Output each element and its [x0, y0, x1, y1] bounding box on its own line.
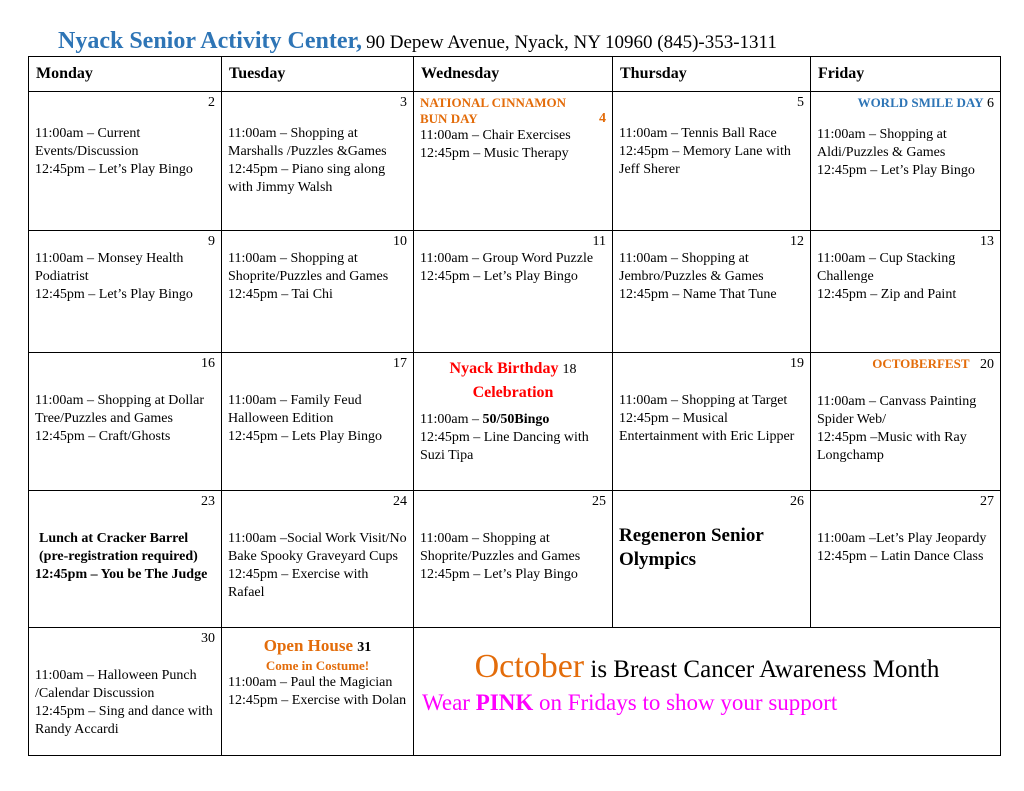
- special-day-line: [420, 95, 606, 127]
- event-afternoon: 12:45pm – Let’s Play Bingo: [420, 567, 578, 582]
- special-day-label-2: Celebration: [472, 384, 554, 401]
- event-morning: 11:00am – Group Word Puzzle: [420, 251, 594, 266]
- event-afternoon: 12:45pm – Music Therapy: [420, 146, 569, 161]
- event-afternoon: 12:45pm – Let’s Play Bingo: [420, 269, 578, 284]
- event-morning: 11:00am – Cup Stacking Challenge: [817, 251, 956, 284]
- event-morning: 11:00am – Paul the Magician: [228, 675, 393, 690]
- week-row: [29, 628, 1001, 756]
- event-afternoon: 12:45pm – Memory Lane with Jeff Sherer: [619, 144, 791, 177]
- awareness-line-2: [422, 689, 992, 717]
- day-number: 6: [987, 96, 994, 111]
- event-afternoon: 12:45pm – Latin Dance Class: [817, 549, 984, 564]
- day-number: 20: [980, 357, 994, 372]
- event-afternoon: 12:45pm – Craft/Ghosts: [35, 429, 171, 444]
- event-afternoon: 12:45pm – Tai Chi: [228, 287, 333, 302]
- day-cell: [414, 231, 613, 353]
- day-cell: [29, 92, 222, 231]
- day-number: 5: [797, 95, 804, 110]
- event-afternoon: 12:45pm –Music with Ray Longchamp: [817, 430, 967, 463]
- event-afternoon: 12:45pm – Let’s Play Bingo: [35, 162, 193, 177]
- event-morning: 11:00am – Shopping at Shoprite/Puzzles and Games: [420, 531, 581, 564]
- calendar-header: [58, 28, 777, 55]
- day-number: 27: [980, 494, 994, 509]
- event-morning: [420, 411, 606, 429]
- event-morning: 11:00am –Social Work Visit/No Bake Spooky Graveyard Cups: [228, 531, 407, 564]
- awareness-month: October: [474, 648, 585, 685]
- day-cell: [222, 92, 414, 231]
- day-number: 19: [790, 356, 804, 371]
- day-number: 9: [208, 234, 215, 249]
- fridays-text: on Fridays to show your support: [538, 690, 838, 715]
- event-afternoon: 12:45pm – Zip and Paint: [817, 287, 957, 302]
- week-row: [29, 353, 1001, 491]
- day-number: 11: [592, 234, 606, 249]
- event-morning: 11:00am – Monsey Health Podiatrist: [35, 251, 184, 284]
- day-header-tuesday: Tuesday: [222, 57, 414, 92]
- day-number: 3: [400, 95, 407, 110]
- event-afternoon: 12:45pm – Line Dancing with Suzi Tipa: [420, 430, 589, 463]
- day-cell: [613, 231, 811, 353]
- day-cell: [222, 491, 414, 628]
- day-cell: [811, 92, 1001, 231]
- day-cell: [29, 628, 222, 756]
- day-cell: [613, 92, 811, 231]
- event-morning: 11:00am – Tennis Ball Race: [619, 126, 777, 141]
- day-cell: [222, 353, 414, 491]
- awareness-cell: [414, 628, 1001, 756]
- costume-note: Come in Costume!: [265, 658, 370, 673]
- event-morning: 11:00am – Current Events/Discussion: [35, 126, 141, 159]
- event-afternoon: 12:45pm – Piano sing along with Jimmy Walsh: [228, 162, 386, 195]
- day-number: 30: [201, 631, 215, 646]
- day-cell: [811, 231, 1001, 353]
- event-afternoon: 12:45pm – Name That Tune: [619, 287, 777, 302]
- awareness-line-1: [422, 648, 992, 685]
- day-cell: [222, 231, 414, 353]
- awareness-text: is Breast Cancer Awareness Month: [590, 656, 940, 683]
- day-cell: [811, 353, 1001, 491]
- day-cell: [613, 353, 811, 491]
- special-day-label: Open House: [263, 636, 354, 655]
- special-day-label: OCTOBERFEST: [872, 356, 970, 371]
- day-cell: [222, 628, 414, 756]
- event-title: 50/50Bingo: [482, 412, 550, 427]
- day-header-monday: Monday: [29, 57, 222, 92]
- day-cell: [29, 491, 222, 628]
- day-header-thursday: Thursday: [613, 57, 811, 92]
- event-afternoon: 12:45pm – Sing and dance with Randy Accardi: [35, 704, 213, 737]
- day-header-wednesday: Wednesday: [414, 57, 613, 92]
- week-row: [29, 231, 1001, 353]
- day-number: 26: [790, 494, 804, 509]
- day-cell: [414, 353, 613, 491]
- week-row: [29, 491, 1001, 628]
- event-morning: 11:00am – Shopping at Shoprite/Puzzles and Games: [228, 251, 389, 284]
- special-day-line: [228, 636, 407, 658]
- day-cell: [414, 491, 613, 628]
- day-number: 10: [393, 234, 407, 249]
- center-name: Nyack Senior Activity Center,: [58, 28, 362, 54]
- event-afternoon: 12:45pm – Let’s Play Bingo: [817, 163, 975, 178]
- wear-text: Wear: [422, 690, 470, 715]
- special-day-label: NATIONAL CINNAMON BUN DAY: [420, 95, 567, 126]
- center-address: 90 Depew Avenue, Nyack, NY 10960 (845)-353-1311: [365, 32, 777, 53]
- day-number: 24: [393, 494, 407, 509]
- event-morning: 11:00am – Shopping at Marshalls /Puzzles &Games: [228, 126, 387, 159]
- event-morning: 11:00am – Shopping at Aldi/Puzzles & Games: [817, 127, 947, 160]
- weekday-header-row: [29, 57, 1001, 92]
- event-lunch: Lunch at Cracker Barrel (pre-registration required): [39, 531, 198, 564]
- day-cell: [414, 92, 613, 231]
- day-number: 25: [592, 494, 606, 509]
- event-morning: 11:00am – Shopping at Dollar Tree/Puzzles and Games: [35, 393, 205, 426]
- day-number: 4: [599, 111, 606, 126]
- special-day-line: [817, 356, 994, 373]
- event-morning: 11:00am – Family Feud Halloween Edition: [228, 393, 362, 426]
- event-afternoon: 12:45pm – Exercise with Dolan: [228, 693, 407, 708]
- day-number: 18: [562, 362, 577, 377]
- day-number: 16: [201, 356, 215, 371]
- special-day-line: [817, 95, 994, 112]
- event-morning: 11:00am – Shopping at Jembro/Puzzles & Games: [619, 251, 764, 284]
- day-cell: [613, 491, 811, 628]
- event-afternoon: 12:45pm – Exercise with Rafael: [228, 567, 369, 600]
- day-cell: [811, 491, 1001, 628]
- event-afternoon: 12:45pm – You be The Judge: [35, 567, 208, 582]
- special-day-line: [420, 359, 606, 380]
- day-number: 31: [357, 640, 372, 655]
- day-number: 17: [393, 356, 407, 371]
- day-number: 23: [201, 494, 215, 509]
- day-number: 13: [980, 234, 994, 249]
- event-morning: 11:00am – Chair Exercises: [420, 128, 571, 143]
- event-morning: 11:00am –Let’s Play Jeopardy: [817, 531, 987, 546]
- activity-calendar: [28, 56, 1001, 756]
- event-afternoon: 12:45pm – Lets Play Bingo: [228, 429, 382, 444]
- event-morning: 11:00am – Shopping at Target: [619, 393, 788, 408]
- special-event: Regeneron Senior Olympics: [619, 525, 764, 570]
- special-day-label: WORLD SMILE DAY: [857, 95, 984, 110]
- event-afternoon: 12:45pm – Musical Entertainment with Eric Lipper: [619, 411, 795, 444]
- day-number: 12: [790, 234, 804, 249]
- event-morning: 11:00am – Halloween Punch /Calendar Discussion: [35, 668, 197, 701]
- pink-text: PINK: [475, 690, 534, 715]
- day-header-friday: Friday: [811, 57, 1001, 92]
- day-number: 2: [208, 95, 215, 110]
- event-time: 11:00am –: [420, 412, 483, 427]
- event-afternoon: 12:45pm – Let’s Play Bingo: [35, 287, 193, 302]
- special-day-label: Nyack Birthday: [449, 360, 559, 377]
- event-morning: 11:00am – Canvass Painting Spider Web/: [817, 394, 977, 427]
- day-cell: [29, 353, 222, 491]
- week-row: [29, 92, 1001, 231]
- day-cell: [29, 231, 222, 353]
